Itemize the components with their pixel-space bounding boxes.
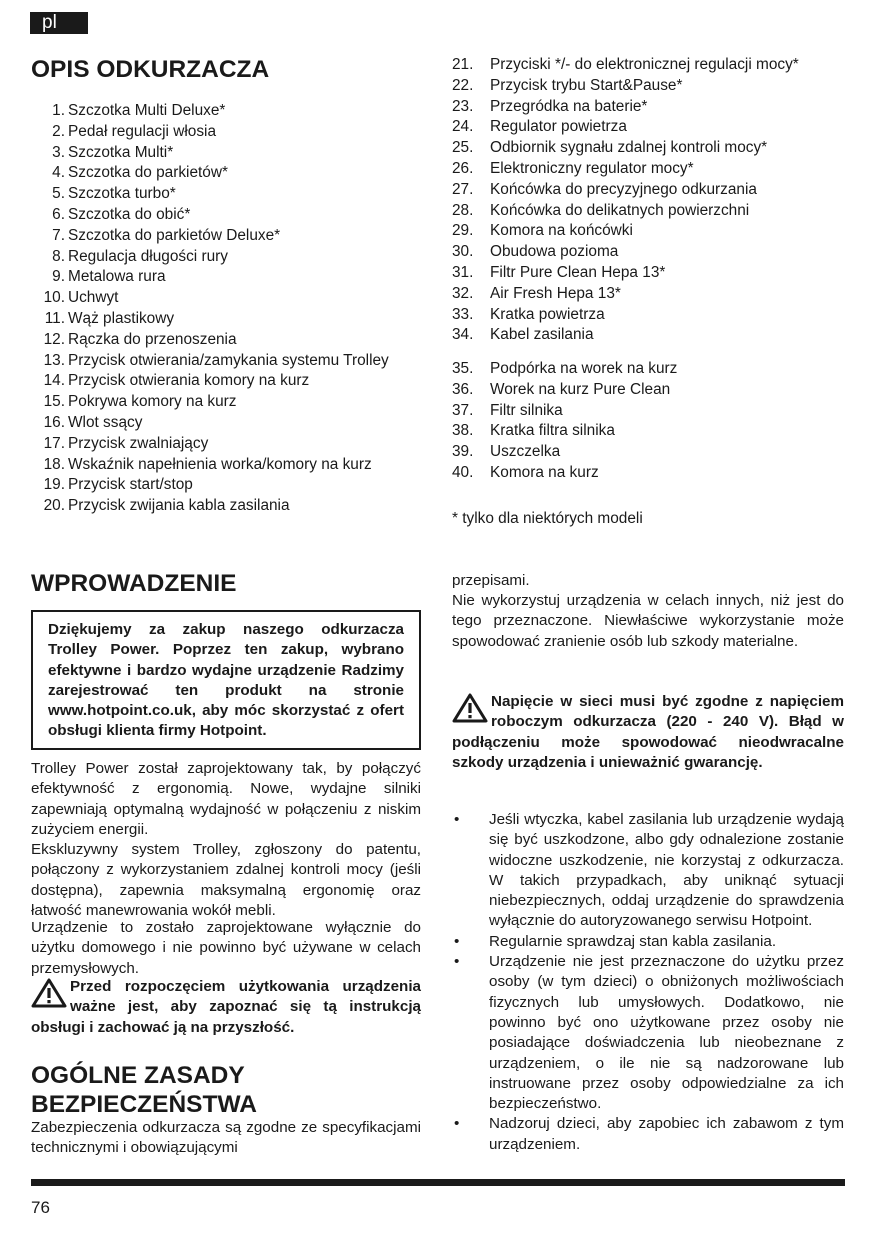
item-label: Kratka filtra silnika [490, 422, 615, 440]
item-label: Filtr silnika [490, 401, 563, 419]
language-tag: pl [30, 12, 88, 34]
parts-list-right-b [452, 359, 852, 484]
item-label: Uchwyt [68, 289, 119, 307]
list-item [31, 226, 431, 247]
item-label: Kratka powietrza [490, 305, 605, 323]
item-label: Przycisk trybu Start&Pause* [490, 76, 683, 94]
list-item [452, 55, 852, 76]
item-label: Pokrywa komory na kurz [68, 393, 237, 411]
list-item [31, 351, 431, 372]
parts-list-left [31, 101, 431, 517]
item-label: Przegródka na baterie* [490, 97, 648, 115]
item-number: 15. [43, 393, 65, 411]
item-number: 37. [452, 401, 474, 419]
intro-paragraph-1: Trolley Power został zaprojektowany tak, by połączyć efektywność z ergonomią. Nowe, wydajne silniki zapewniają optymalną wydajność w połączeniu z niskim zużyciem energii. [31, 760, 421, 838]
item-label: Regulacja długości rury [68, 247, 228, 265]
item-label: Kabel zasilania [490, 326, 594, 344]
bullet-text: Regularnie sprawdzaj stan kabla zasilania. [489, 932, 777, 950]
intro-warning-text: Przed rozpoczęciem użytkowania urządzenia ważne jest, aby zapoznać się tą instrukcją obsługi i zachować ją na przyszłość. [31, 978, 421, 1036]
item-number: 31. [452, 263, 474, 281]
list-item [31, 309, 431, 330]
bullet-text: Urządzenie nie jest przeznaczone do użytku przez osoby (w tym dzieci) o obniżonych możliwościach fizycznych lub umysłowych. Dodatkowo, nie powinno być ono użytkowane przez osoby nie posiadające doświadczenia lub nieobeznane z urządzeniem, o ile nie są nadzorowane lub instruowane przez osoby odpowiedzialne za ich bezpieczeństwo. [489, 953, 844, 1113]
item-label: Wlot ssący [68, 413, 143, 431]
bullet-glyph: • [454, 932, 460, 950]
item-label: Szczotka Multi* [68, 143, 174, 161]
intro-paragraph-2: Ekskluzywny system Trolley, zgłoszony do patentu, połączony z wykorzystaniem zdalnej kontroli mocy (jeśli dostępna), zapewnia maksymalną ergonomię oraz łatwość manewrowania wokół mebli. [31, 841, 421, 919]
item-label: Szczotka turbo* [68, 185, 176, 203]
list-item [31, 455, 431, 476]
item-label: Komora na końcówki [490, 222, 633, 240]
item-number: 10. [43, 289, 65, 307]
safety-bullet-list [452, 810, 844, 1155]
item-label: Wskaźnik napełnienia worka/komory na kurz [68, 455, 372, 473]
item-number: 9. [52, 268, 65, 286]
item-number: 16. [43, 413, 65, 431]
page-number: 76 [31, 1198, 50, 1217]
list-item [452, 421, 852, 442]
item-number: 5. [52, 185, 65, 203]
item-number: 17. [43, 434, 65, 452]
item-number: 4. [52, 164, 65, 182]
item-number: 33. [452, 305, 474, 323]
item-label: Air Fresh Hepa 13* [490, 284, 621, 302]
item-label: Przycisk zwijania kabla zasilania [68, 497, 290, 515]
item-number: 34. [452, 326, 474, 344]
item-number: 23. [452, 97, 474, 115]
item-label: Szczotka Multi Deluxe* [68, 102, 226, 119]
list-item [31, 101, 431, 122]
item-label: Szczotka do obić* [68, 205, 191, 223]
item-number: 25. [452, 139, 474, 157]
list-item [31, 330, 431, 351]
list-item [452, 284, 852, 305]
section-title-description: OPIS ODKURZACZA [31, 56, 270, 83]
item-number: 12. [43, 330, 65, 348]
item-label: Wąż plastikowy [68, 309, 175, 327]
list-item [452, 952, 844, 1114]
safety-paragraph-2: Nie wykorzystuj urządzenia w celach innych, niż jest do tego przeznaczone. Niewłaściwe wykorzystanie może spowodować zranienie osób lub szkody materialne. [452, 592, 844, 650]
item-number: 32. [452, 284, 474, 302]
item-number: 21. [452, 56, 474, 73]
list-item [31, 267, 431, 288]
item-label: Przycisk otwierania/zamykania systemu Trolley [68, 351, 389, 369]
list-item [31, 288, 431, 309]
item-number: 22. [452, 76, 474, 94]
item-number: 40. [452, 463, 474, 481]
list-item [31, 434, 431, 455]
item-number: 26. [452, 159, 474, 177]
bullet-glyph: • [454, 953, 460, 971]
list-item [31, 392, 431, 413]
list-item [31, 371, 431, 392]
item-number: 11. [44, 309, 65, 327]
warning-icon [31, 978, 67, 1008]
item-label: Przycisk start/stop [68, 476, 193, 494]
footer-divider [31, 1179, 845, 1186]
item-number: 29. [452, 222, 474, 240]
list-item [31, 163, 431, 184]
list-item [452, 180, 852, 201]
voltage-warning-text: Napięcie w sieci musi być zgodne z napięciem roboczym odkurzacza (220 - 240 V). Błąd w podłączeniu może spowodować nieodwracalne szkody urządzenia i unieważnić gwarancję. [452, 693, 844, 771]
bullet-text: Nadzoruj dzieci, aby zapobiec ich zabawom z tym urządzeniem. [489, 1115, 844, 1153]
item-label: Uszczelka [490, 443, 561, 461]
item-label: Regulator powietrza [490, 118, 627, 136]
list-item [452, 442, 852, 463]
list-item [452, 263, 852, 284]
item-label: Szczotka do parkietów* [68, 164, 228, 182]
list-item [452, 810, 844, 932]
item-label: Komora na kurz [490, 463, 599, 481]
item-number: 20. [43, 497, 65, 515]
voltage-warning [452, 692, 844, 773]
intro-paragraph-3: Urządzenie to zostało zaprojektowane wyłącznie do użytku domowego i nie powinno być używane w celach przemysłowych. [31, 919, 421, 977]
thank-you-box: Dziękujemy za zakup naszego odkurzacza Trolley Power. Poprzez ten zakup, wybrano efektywne i bardzo wydajne urządzenie Radzimy zarejestrować ten produkt na stronie www.hotpoint.co.uk, aby móc skorzystać z ofert obsługi klienta firmy Hotpoint. [31, 610, 421, 750]
list-item [452, 401, 852, 422]
list-item [31, 496, 431, 517]
item-label: Pedał regulacji włosia [68, 122, 216, 140]
footnote: * tylko dla niektórych modeli [452, 510, 643, 527]
item-number: 2. [52, 122, 65, 140]
list-item [452, 201, 852, 222]
item-number: 13. [43, 351, 65, 369]
list-item [452, 138, 852, 159]
list-item [452, 76, 852, 97]
section-title-introduction: WPROWADZENIE [31, 570, 237, 597]
safety-paragraph-continued: przepisami. [452, 572, 530, 589]
item-label: Przyciski */- do elektronicznej regulacji mocy* [490, 56, 799, 73]
list-item [452, 463, 852, 484]
parts-list-right-a [452, 55, 852, 346]
list-item [31, 205, 431, 226]
item-number: 24. [452, 118, 474, 136]
item-number: 39. [452, 443, 474, 461]
list-item [452, 221, 852, 242]
list-item [452, 305, 852, 326]
item-number: 38. [452, 422, 474, 440]
item-label: Worek na kurz Pure Clean [490, 380, 671, 398]
list-item [452, 932, 844, 952]
item-number: 7. [52, 226, 65, 244]
list-item [31, 143, 431, 164]
list-item [31, 122, 431, 143]
item-label: Końcówka do delikatnych powierzchni [490, 201, 750, 219]
item-label: Odbiornik sygnału zdalnej kontroli mocy* [490, 139, 768, 157]
bullet-glyph: • [454, 1115, 460, 1133]
item-label: Obudowa pozioma [490, 243, 619, 261]
list-item [452, 1114, 844, 1155]
intro-warning [31, 977, 421, 1038]
item-number: 28. [452, 201, 474, 219]
list-item [452, 325, 852, 346]
item-number: 30. [452, 243, 474, 261]
item-label: Rączka do przenoszenia [68, 330, 237, 348]
item-label: Filtr Pure Clean Hepa 13* [490, 263, 666, 281]
list-item [31, 247, 431, 268]
list-item [31, 184, 431, 205]
item-number: 18. [43, 455, 65, 473]
list-item [452, 159, 852, 180]
item-number: 27. [452, 180, 474, 198]
item-number: 14. [43, 372, 65, 390]
item-number: 3. [52, 143, 65, 161]
bullet-text: Jeśli wtyczka, kabel zasilania lub urządzenie wydają się być uszkodzone, albo gdy odnalezione zostanie widoczne uszkodzenie, nie korzystaj z odkurzacza. W takich przypadkach, aby uniknąć sytuacji niebezpiecznych, oddaj urządzenie do sprawdzenia wyłącznie do autoryzowanego serwisu Hotpoint. [489, 811, 844, 930]
item-number: 36. [452, 380, 474, 398]
safety-paragraph-start: Zabezpieczenia odkurzacza są zgodne ze specyfikacjami technicznymi i obowiązującymi [31, 1119, 421, 1157]
item-number: 6. [52, 205, 65, 223]
list-item [31, 413, 431, 434]
item-label: Elektroniczny regulator mocy* [490, 159, 694, 177]
section-title-safety-line2: BEZPIECZEŃSTWA [31, 1091, 257, 1118]
section-title-safety-line1: OGÓLNE ZASADY [31, 1062, 245, 1089]
item-label: Przycisk zwalniający [68, 434, 209, 452]
item-label: Przycisk otwierania komory na kurz [68, 372, 310, 390]
list-item [31, 475, 431, 496]
list-item [452, 380, 852, 401]
item-label: Metalowa rura [68, 268, 166, 286]
item-number: 35. [452, 360, 474, 377]
list-item [452, 97, 852, 118]
item-number: 1. [52, 102, 65, 119]
bullet-glyph: • [454, 811, 460, 828]
item-label: Szczotka do parkietów Deluxe* [68, 226, 281, 244]
list-item [452, 117, 852, 138]
warning-icon [452, 693, 488, 723]
item-label: Końcówka do precyzyjnego odkurzania [490, 180, 757, 198]
item-number: 19. [43, 476, 65, 494]
item-label: Podpórka na worek na kurz [490, 360, 678, 377]
list-item [452, 359, 852, 380]
list-item [452, 242, 852, 263]
item-number: 8. [52, 247, 65, 265]
